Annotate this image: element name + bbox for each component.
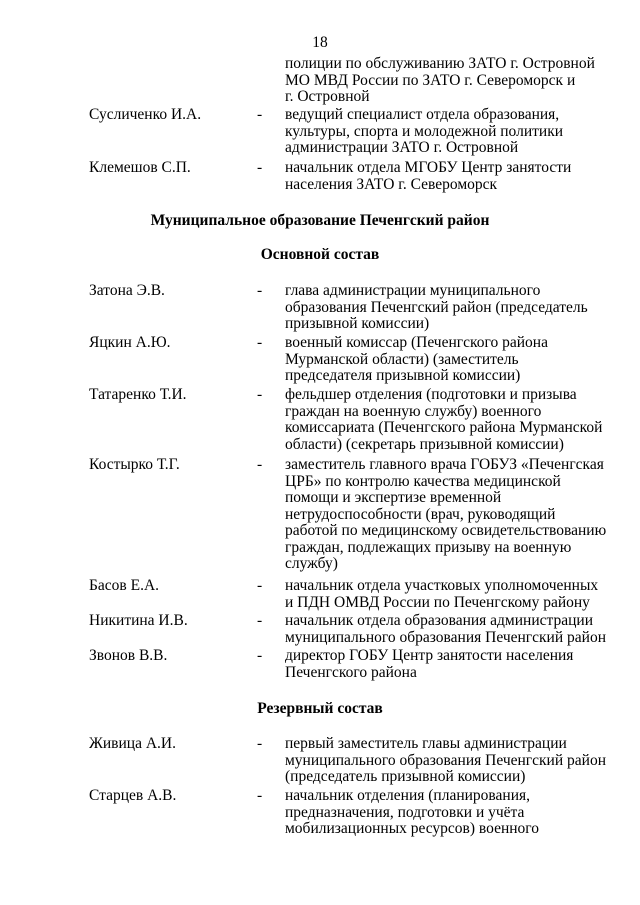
member-name: Живица А.И. [89,735,176,752]
member-role [285,160,615,193]
role-line: фельдшер отделения (подготовки и призыва [285,386,577,403]
role-line: помощи и экспертизе временной [285,489,502,506]
role-line: военный комиссар (Печенгского района [285,334,548,351]
member-role [285,457,615,573]
role-line: заместитель главного врача ГОБУЗ «Печенгская [285,456,604,473]
role-line: начальник отдела образования администрации [285,612,593,629]
separator-dash: - [257,612,263,629]
member-name: Звонов В.В. [89,647,168,664]
separator-dash: - [257,577,263,594]
member-role [285,578,615,611]
role-line: директор ГОБУ Центр занятости населения [285,647,574,664]
role-line: предназначения, подготовки и учёта [285,803,525,821]
role-line: начальник отдела участковых уполномоченных [285,577,599,594]
continuation-description [285,56,615,106]
role-line: ведущий специалист отдела образования, [285,106,560,123]
member-role [285,736,615,786]
member-role [285,283,615,333]
role-line: муниципального образования Печенгский район [285,628,606,646]
role-line: начальник отдела МГОБУ Центр занятости [285,159,572,176]
role-line: администрации ЗАТО г. Островной [285,139,519,156]
role-line: Печенгского района [285,663,417,681]
member-name: Клемешов С.П. [89,159,191,176]
role-line: Мурманской области) (заместитель [285,350,519,368]
separator-dash: - [257,787,263,804]
separator-dash: - [257,735,263,752]
member-name: Костырко Т.Г. [89,456,180,473]
role-line: граждан на военную службу) военного [285,402,542,420]
member-role [285,648,615,681]
member-name: Сусличенко И.А. [89,106,202,123]
separator-dash: - [257,386,263,403]
member-name: Затона Э.В. [89,282,165,299]
role-line: комиссариата (Печенгского района Мурманской [285,419,603,436]
role-line: нетрудоспособности (врач, руководящий [285,505,556,523]
reserve-composition-heading: Резервный состав [257,700,383,717]
role-line: глава администрации муниципального [285,282,541,299]
member-name: Татаренко Т.И. [89,386,187,403]
role-line: работой по медицинскому освидетельствованию [285,522,607,539]
role-line: службу) [285,555,338,572]
separator-dash: - [257,282,263,299]
role-line: мобилизационных ресурсов) военного [285,820,540,837]
role-line: первый заместитель главы администрации [285,735,567,752]
role-line: призывной комиссии) [285,315,430,332]
role-line: начальник отделения (планирования, [285,787,531,804]
page-number: 18 [312,34,328,51]
member-name: Яцкин А.Ю. [89,334,171,351]
separator-dash: - [257,159,263,176]
main-composition-heading: Основной состав [260,246,380,263]
description-line: МО МВД России по ЗАТО г. Североморск и [285,71,576,89]
role-line: председателя призывной комиссии) [285,367,521,384]
member-role [285,107,615,157]
role-line: области) (секретарь призывной комиссии) [285,435,564,453]
member-role [285,335,615,385]
role-line: населения ЗАТО г. Североморск [285,175,498,193]
member-name: Басов Е.А. [89,577,160,594]
member-role [285,387,615,453]
section-title: Муниципальное образование Печенгский район [150,212,490,229]
role-line: граждан, подлежащих призыву на военную [285,538,572,556]
member-name: Старцев А.В. [89,787,177,804]
separator-dash: - [257,456,263,473]
role-line: ЦРБ» по контролю качества медицинской [285,472,561,490]
separator-dash: - [257,334,263,351]
separator-dash: - [257,647,263,664]
separator-dash: - [257,106,263,123]
member-name: Никитина И.В. [89,612,188,629]
role-line: муниципального образования Печенгский район [285,751,606,769]
role-line: (председатель призывной комиссии) [285,768,526,785]
member-role [285,788,615,838]
member-role [285,613,615,646]
role-line: культуры, спорта и молодежной политики [285,122,564,140]
role-line: и ПДН ОМВД России по Печенгскому району [285,593,590,611]
description-line: полиции по обслуживанию ЗАТО г. Островной [285,55,595,72]
description-line: г. Островной [285,88,370,105]
role-line: образования Печенгский район (председатель [285,298,588,316]
